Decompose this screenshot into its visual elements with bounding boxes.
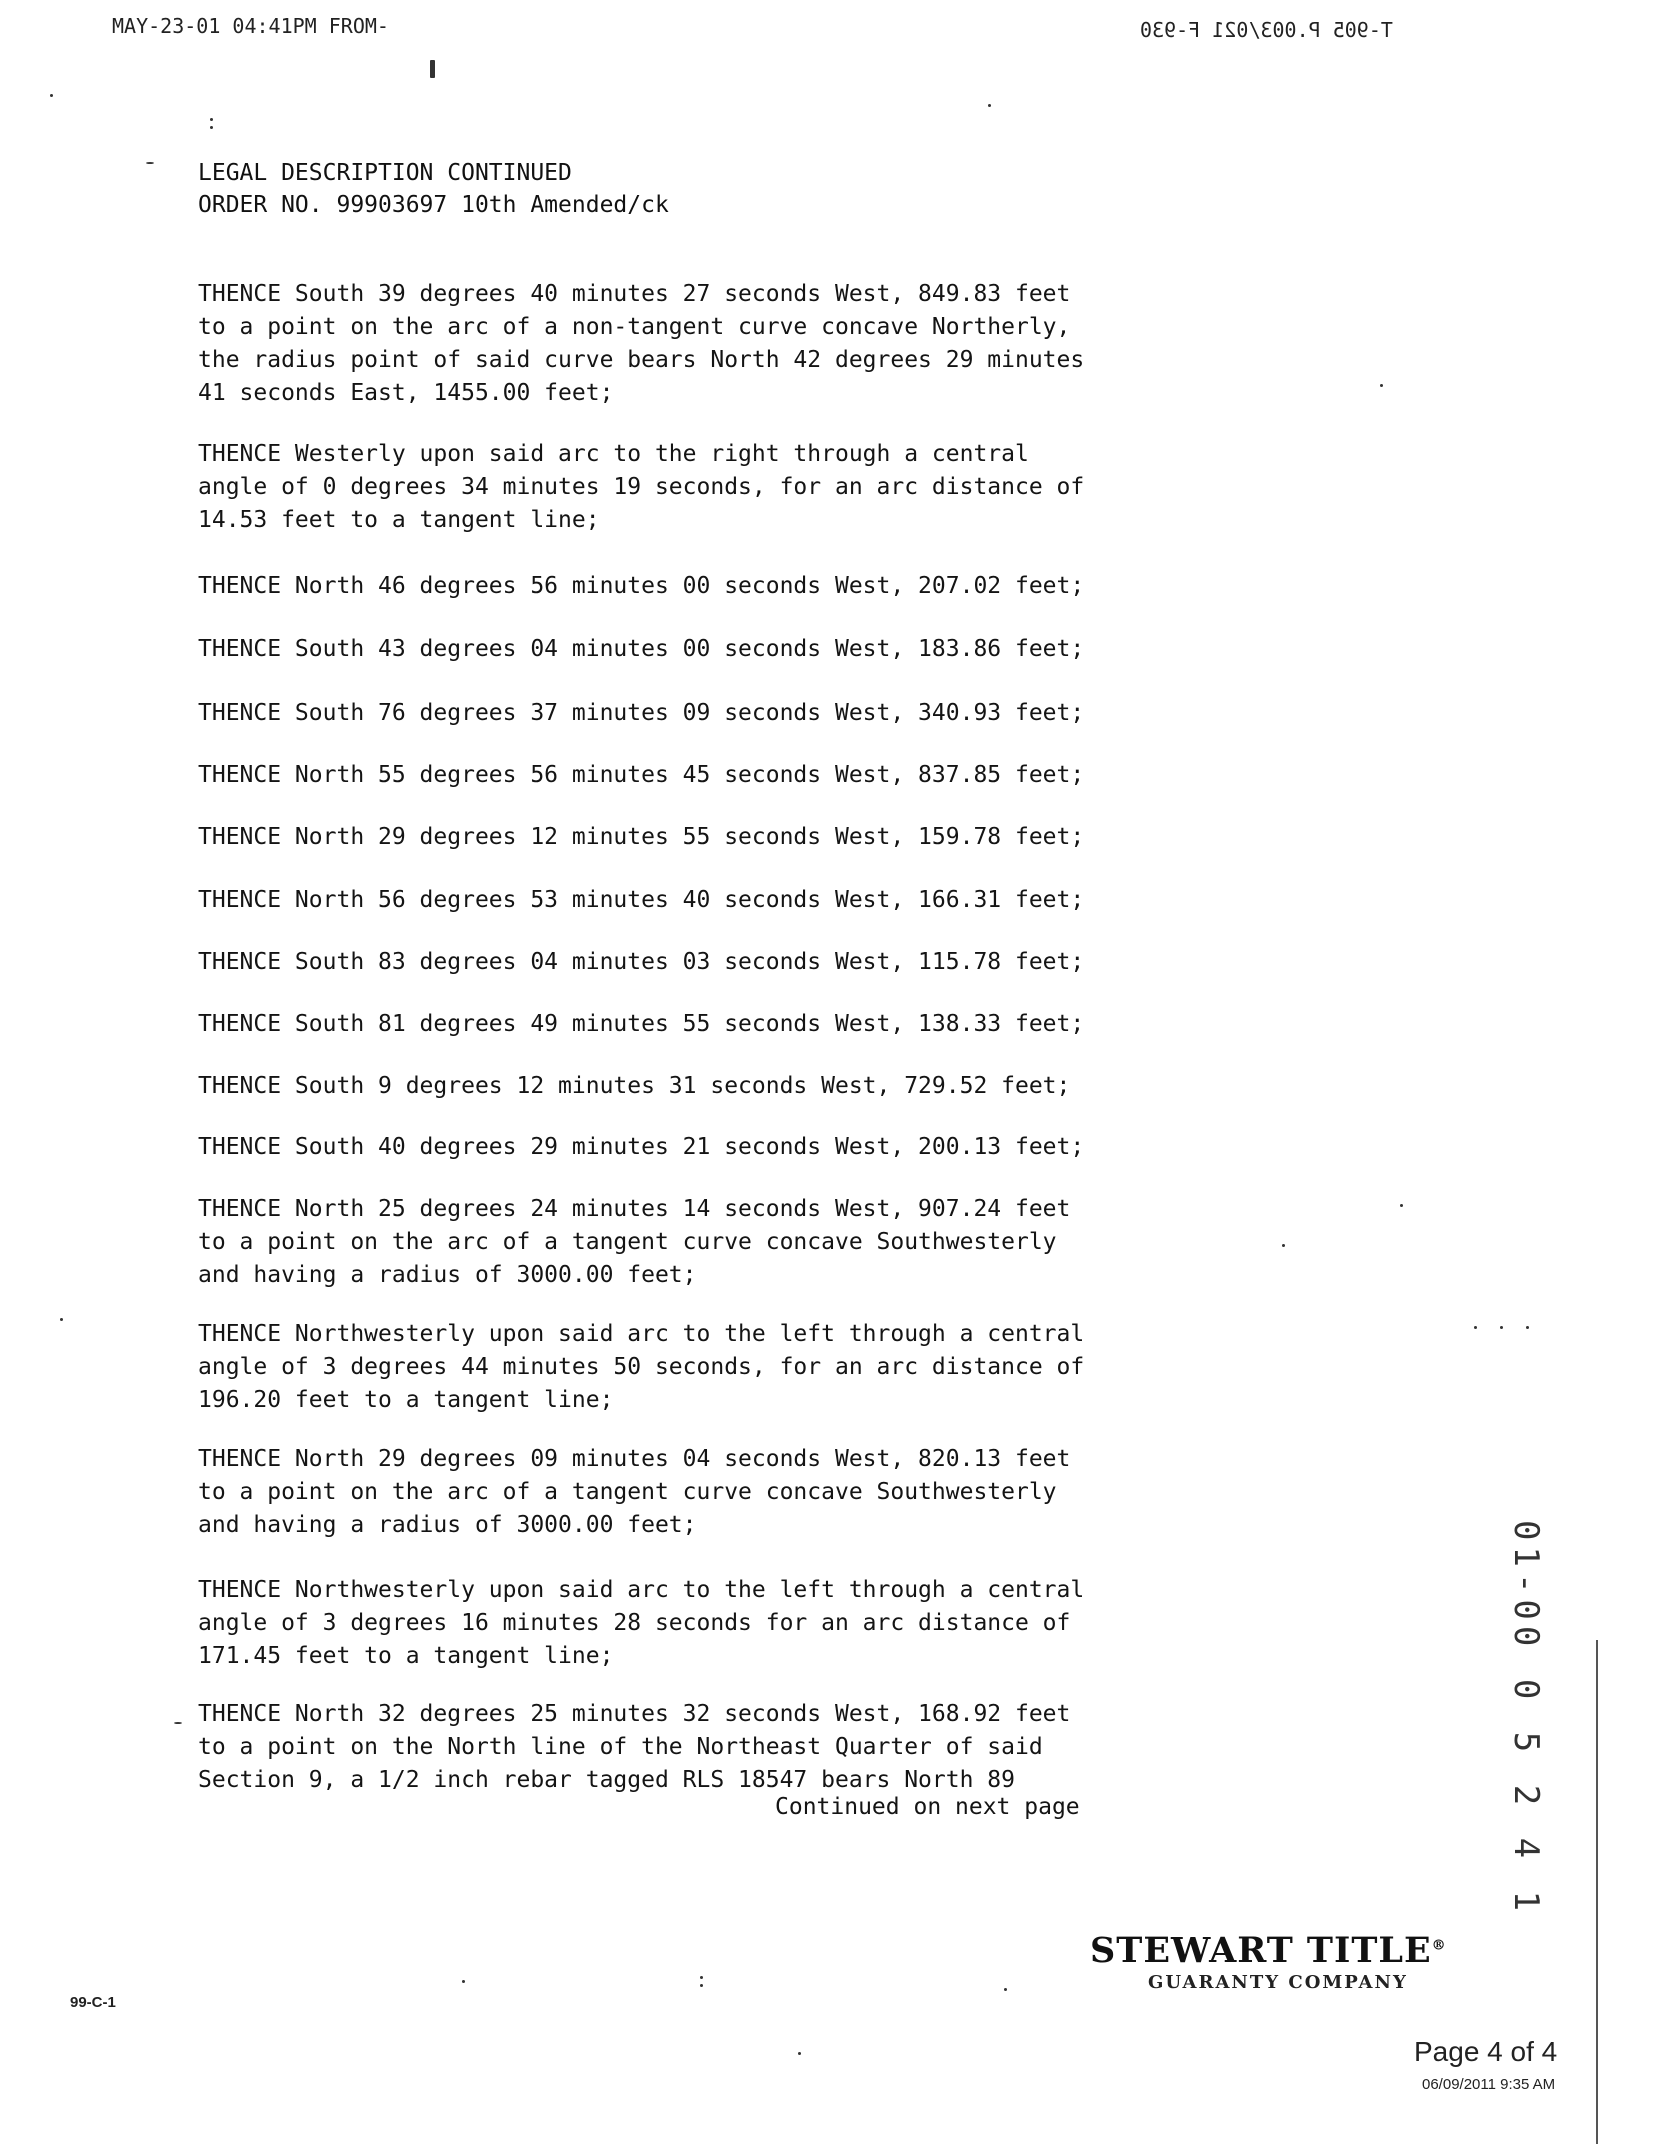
course-paragraph: THENCE North 29 degrees 09 minutes 04 seconds West, 820.13 feet to a point on the arc of a tangent curve concave Southwesterly and having a radius of 3000.00 feet;	[198, 1446, 1071, 1538]
logo-text: STEWART TITLE	[1090, 1930, 1432, 1971]
course-paragraph: THENCE North 32 degrees 25 minutes 32 seconds West, 168.92 feet to a point on the North line of the Northeast Quarter of said Section 9, a 1/2 inch rebar tagged RLS 18547 bears North 89	[198, 1701, 1071, 1793]
scan-speck	[700, 1984, 703, 1987]
course-paragraph: THENCE North 56 degrees 53 minutes 40 seconds West, 166.31 feet;	[198, 887, 1085, 913]
scan-speck	[1004, 1988, 1007, 1991]
scan-speck	[1380, 384, 1383, 387]
course-paragraph: THENCE South 39 degrees 40 minutes 27 seconds West, 849.83 feet to a point on the arc of a non-tangent curve concave Northerly, the radius point of said curve bears North 42 degrees 29 minutes 41 seconds East, 1455.00 feet;	[198, 281, 1085, 406]
course-paragraph: THENCE South 43 degrees 04 minutes 00 seconds West, 183.86 feet;	[198, 636, 1085, 662]
company-logo-subtitle: GUARANTY COMPANY	[1148, 1972, 1408, 1993]
continued-note: Continued on next page	[775, 1794, 1080, 1820]
print-timestamp: 06/09/2011 9:35 AM	[1422, 2076, 1556, 2093]
company-logo	[1090, 1930, 1447, 1971]
scan-mark	[430, 60, 435, 78]
side-document-id: 01-00 0 5 2 4 1	[1506, 1520, 1546, 1918]
course-paragraph: THENCE North 55 degrees 56 minutes 45 seconds West, 837.85 feet;	[198, 762, 1085, 788]
scan-speck	[174, 1722, 182, 1724]
scan-speck	[60, 1318, 63, 1321]
course-paragraph: THENCE Northwesterly upon said arc to the left through a central angle of 3 degrees 44 minutes 50 seconds, for an arc distance of 196.20 feet to a tangent line;	[198, 1321, 1085, 1413]
scan-speck	[700, 1976, 703, 1979]
course-paragraph: THENCE North 46 degrees 56 minutes 00 seconds West, 207.02 feet;	[198, 573, 1085, 599]
scan-speck	[1400, 1204, 1403, 1207]
scan-speck	[462, 1980, 465, 1983]
scan-speck	[50, 94, 53, 97]
scan-edge-line	[1596, 1640, 1598, 2144]
registered-mark: ®	[1431, 1937, 1447, 1954]
scan-speck	[210, 118, 213, 121]
course-paragraph: THENCE Northwesterly upon said arc to the left through a central angle of 3 degrees 16 minutes 28 seconds for an arc distance of 171.45 feet to a tangent line;	[198, 1577, 1085, 1669]
fax-header-left: MAY-23-01 04:41PM FROM-	[112, 14, 389, 38]
form-code: 99-C-1	[70, 1994, 116, 2011]
scan-speck	[146, 162, 154, 164]
scan-speck	[1282, 1244, 1285, 1247]
course-paragraph: THENCE North 25 degrees 24 minutes 14 seconds West, 907.24 feet to a point on the arc of a tangent curve concave Southwesterly and having a radius of 3000.00 feet;	[198, 1196, 1071, 1288]
course-paragraph: THENCE North 29 degrees 12 minutes 55 seconds West, 159.78 feet;	[198, 824, 1085, 850]
scan-speck	[1526, 1326, 1529, 1329]
order-number: ORDER NO. 99903697 10th Amended/ck	[198, 192, 669, 218]
scan-speck	[798, 2052, 801, 2055]
scan-speck	[988, 104, 991, 107]
scan-speck	[210, 126, 213, 129]
course-paragraph: THENCE South 81 degrees 49 minutes 55 seconds West, 138.33 feet;	[198, 1011, 1085, 1037]
course-paragraph: THENCE Westerly upon said arc to the right through a central angle of 0 degrees 34 minutes 19 seconds, for an arc distance of 14.53 feet to a tangent line;	[198, 441, 1085, 533]
course-paragraph: THENCE South 76 degrees 37 minutes 09 seconds West, 340.93 feet;	[198, 700, 1085, 726]
document-title: LEGAL DESCRIPTION CONTINUED	[198, 160, 572, 186]
course-paragraph: THENCE South 9 degrees 12 minutes 31 seconds West, 729.52 feet;	[198, 1073, 1071, 1099]
scan-speck	[1500, 1326, 1503, 1329]
page-number: Page 4 of 4	[1414, 2036, 1558, 2067]
course-paragraph: THENCE South 40 degrees 29 minutes 21 seconds West, 200.13 feet;	[198, 1134, 1085, 1160]
scan-speck	[1474, 1326, 1477, 1329]
fax-header-right: T-905 P.003/021 F-930	[1140, 18, 1393, 42]
course-paragraph: THENCE South 83 degrees 04 minutes 03 seconds West, 115.78 feet;	[198, 949, 1085, 975]
